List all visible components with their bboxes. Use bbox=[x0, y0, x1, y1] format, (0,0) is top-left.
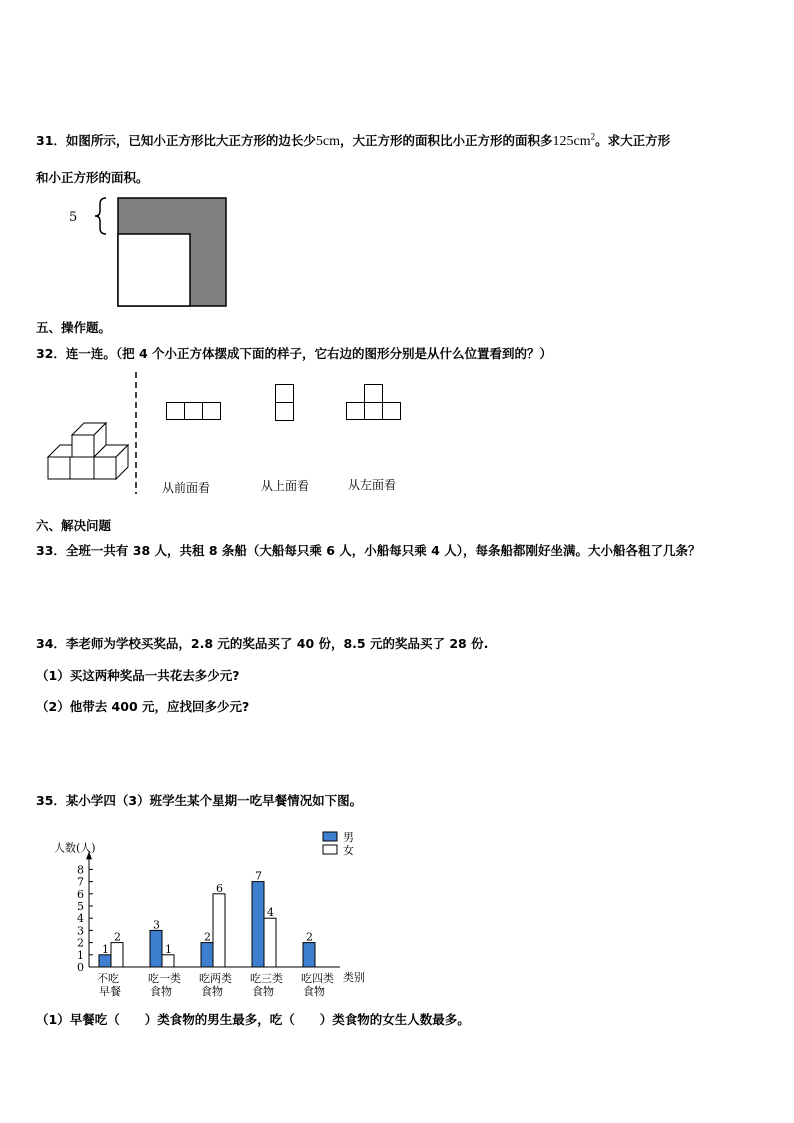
q31-squares-figure bbox=[60, 195, 230, 310]
y-tick-label: 4 bbox=[77, 912, 84, 926]
bar-boy bbox=[303, 943, 315, 967]
q33-text: 33．全班一共有 38 人，共租 8 条船（大船每只乘 6 人，小船每只乘 4 人），每条船都刚好坐满。大小船各租了几条？ bbox=[36, 543, 701, 558]
breakfast-bar-chart bbox=[40, 822, 380, 1002]
y-tick-label: 3 bbox=[77, 924, 84, 938]
q35-text: 35．某小学四（3）班学生某个星期一吃早餐情况如下图。 bbox=[36, 793, 363, 808]
bar-value-label: 4 bbox=[267, 906, 274, 920]
bar-value-label: 6 bbox=[216, 881, 223, 895]
x-category-label: 吃三类 bbox=[250, 972, 283, 985]
x-category-label: 吃一类 bbox=[148, 972, 181, 985]
q34-text: 34．李老师为学校买奖品，2.8 元的奖品买了 40 份，8.5 元的奖品买了 28 份. bbox=[36, 636, 489, 651]
y-tick-label: 6 bbox=[77, 887, 84, 901]
x-category-label: 不吃 bbox=[97, 972, 119, 985]
y-tick-label: 1 bbox=[77, 948, 84, 962]
q34-sub2: （2）他带去 400 元，应找回多少元? bbox=[36, 699, 250, 714]
y-tick-label: 8 bbox=[77, 863, 84, 877]
legend-swatch-girl bbox=[323, 845, 337, 854]
q32-cubes-figure bbox=[40, 415, 130, 485]
dashed-divider bbox=[133, 372, 139, 494]
q31-line2: 和小正方形的面积。 bbox=[36, 170, 149, 185]
x-category-label: 吃两类 bbox=[199, 972, 232, 985]
bar-girl bbox=[162, 955, 174, 967]
bar-value-label: 1 bbox=[165, 942, 172, 956]
bar-value-label: 3 bbox=[153, 918, 160, 932]
bar-boy bbox=[201, 943, 213, 967]
bar-boy bbox=[252, 882, 264, 967]
q35-sub1: （1）早餐吃（ ）类食物的男生最多，吃（ ）类食物的女生人数最多。 bbox=[36, 1012, 470, 1027]
bar-value-label: 2 bbox=[306, 930, 313, 944]
section5-heading: 五、操作题。 bbox=[36, 320, 112, 335]
view-label-top: 从上面看 bbox=[261, 479, 310, 493]
bar-girl bbox=[111, 943, 123, 967]
bar-boy bbox=[99, 955, 111, 967]
q31-figure-label: 5 bbox=[69, 210, 78, 225]
bar-boy bbox=[150, 930, 162, 967]
view-label-front: 从前面看 bbox=[162, 481, 211, 495]
y-tick-label: 5 bbox=[77, 900, 84, 913]
bar-value-label: 7 bbox=[255, 869, 262, 883]
q31-length: 5cm bbox=[315, 134, 341, 149]
x-axis-label: 类别 bbox=[343, 971, 365, 984]
x-category-label: 吃四类 bbox=[301, 972, 334, 985]
y-tick-label: 2 bbox=[77, 936, 84, 950]
x-category-label: 早餐 bbox=[99, 985, 121, 998]
y-tick-label: 0 bbox=[77, 961, 84, 974]
q31-line1: 31．如图所示，已知小正方形比大正方形的边长少5cm，大正方形的面积比小正方形的面积多$125cm^2$。求大正方形 bbox=[36, 131, 671, 149]
bar-value-label: 2 bbox=[114, 930, 121, 944]
q31-area: $125cm^2$ bbox=[552, 131, 596, 149]
y-axis-label: 人数(人) bbox=[54, 841, 96, 855]
section6-heading: 六、解决问题 bbox=[36, 518, 112, 533]
bar-girl bbox=[213, 894, 225, 967]
view-label-left: 从左面看 bbox=[348, 478, 397, 492]
legend-label: 女 bbox=[343, 844, 354, 857]
legend-swatch-boy bbox=[323, 832, 337, 841]
x-category-label: 食物 bbox=[303, 985, 325, 998]
x-category-label: 食物 bbox=[201, 985, 223, 998]
q34-sub1: （1）买这两种奖品一共花去多少元? bbox=[36, 668, 240, 683]
bar-value-label: 1 bbox=[102, 942, 109, 956]
q32-text: 32．连一连。（把 4 个小正方体摆成下面的样子，它右边的图形分别是从什么位置看到的？） bbox=[36, 346, 553, 361]
x-category-label: 食物 bbox=[150, 985, 172, 998]
y-tick-label: 7 bbox=[77, 875, 84, 889]
bar-girl bbox=[264, 918, 276, 967]
bar-value-label: 2 bbox=[204, 930, 211, 944]
legend-label: 男 bbox=[343, 831, 354, 844]
x-category-label: 食物 bbox=[252, 985, 274, 998]
